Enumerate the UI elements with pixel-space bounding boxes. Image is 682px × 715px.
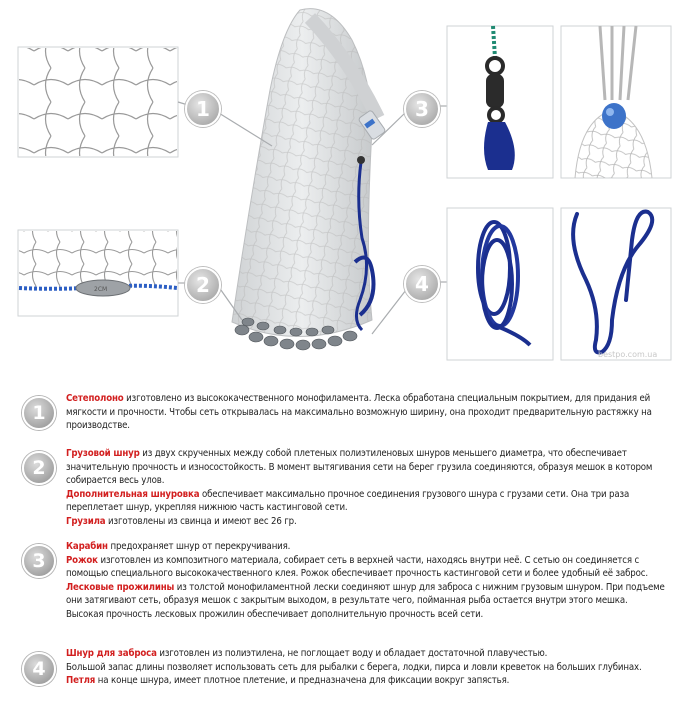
- loop-description: на конце шнура, имеет плотное плетение, и предназначена для фиксации вокруг запястья.: [95, 675, 510, 687]
- extra-lacing-description: обеспечивает максимально прочное соединения грузового шнура с грузами сети. Она три раза переплетает шнур, укрепляя нижнюю часть кастинговой сети.: [66, 488, 630, 514]
- svg-text:2CM: 2CM: [94, 286, 108, 293]
- mono-braces-description: из толстой монофиламентной лески соединяют шнур для заброса с нижним грузовым шнуром. При подъеме они затягивают сеть, образуя мешок с закрытым выходом, в результате чего, пойманная рыба остается внутри этого мешка. Высокая прочность лесковых прожилин обеспечивает дополнительную прочность всей сети.: [66, 581, 665, 620]
- throw-rope-description: изготовлен из полиэтилена, не поглощает воду и обладает достаточной плавучестью.: [156, 648, 548, 659]
- section-3-badge-icon: 3: [22, 544, 56, 578]
- sinkers-description: изготовлены из свинца и имеют вес 26 гр.: [105, 515, 297, 527]
- term-mono-braces: Лесковые прожилины: [66, 581, 175, 593]
- net-mesh-closeup: [18, 47, 178, 157]
- badge-1-icon: 1: [185, 91, 221, 127]
- section-4-badge-icon: 4: [22, 652, 56, 686]
- horn-closeup: [561, 26, 671, 178]
- section-2-badge-icon: 2: [22, 451, 56, 485]
- term-extra-lacing: Дополнительная шнуровка: [66, 488, 200, 500]
- term-loop: Петля: [66, 675, 96, 687]
- badge-4-icon: 4: [404, 266, 440, 302]
- term-carabiner: Карабин: [66, 541, 108, 552]
- horn-description: изготовлен из композитного материала, собирает сеть в верхней части, находясь внутри неё. С сетью он соединяется с помощью специального высококачественного клея. Рожок обеспечивает прочность кастинговой сети и более удобный её заброс.: [66, 554, 648, 580]
- swivel-closeup: [447, 26, 553, 178]
- term-throw-rope: Шнур для заброса: [66, 648, 157, 659]
- weight-cord-description: из двух скрученных между собой плетеных полиэтиленовых шнуров меньшего диаметра, что обеспечивает значительную прочность и износостойкость. В момент вытягивания сети на берег грузила соединяются, образуя мешок в котором собирается весь улов.: [66, 448, 653, 487]
- section-3: [66, 540, 666, 622]
- carabiner-description: предохраняет шнур от перекручивания.: [107, 541, 291, 552]
- wrist-loop-closeup: [561, 208, 671, 360]
- weight-cord-closeup: [18, 230, 178, 316]
- term-weight-cord: Грузовой шнур: [66, 448, 140, 459]
- section-1-badge-icon: 1: [22, 396, 56, 430]
- term-horn: Рожок: [66, 554, 98, 566]
- section-1: [66, 392, 666, 433]
- net-body-description: изготовлено из высококачественного монофиламента. Леска обработана специальным покрытием, для придания ей мягкости и прочности. Чтобы сеть открывалась на максимально возможную ширину, она проходит предварительную растяжку на производстве.: [66, 393, 652, 432]
- badge-2-icon: 2: [185, 267, 221, 303]
- term-net-body: Сетеполоно: [66, 393, 124, 404]
- coiled-rope-closeup: [447, 208, 553, 360]
- cast-net: [232, 9, 386, 350]
- term-sinkers: Грузила: [66, 515, 106, 527]
- section-4: [66, 647, 666, 688]
- badge-3-icon: 3: [404, 91, 440, 127]
- watermark: bestpo.com.ua: [598, 350, 658, 359]
- throw-rope-length-note: Большой запас длины позволяет использовать сеть для рыбалки с берега, лодки, пирса и ловли креветок на больших глубинах.: [66, 661, 642, 673]
- section-2: [66, 447, 666, 529]
